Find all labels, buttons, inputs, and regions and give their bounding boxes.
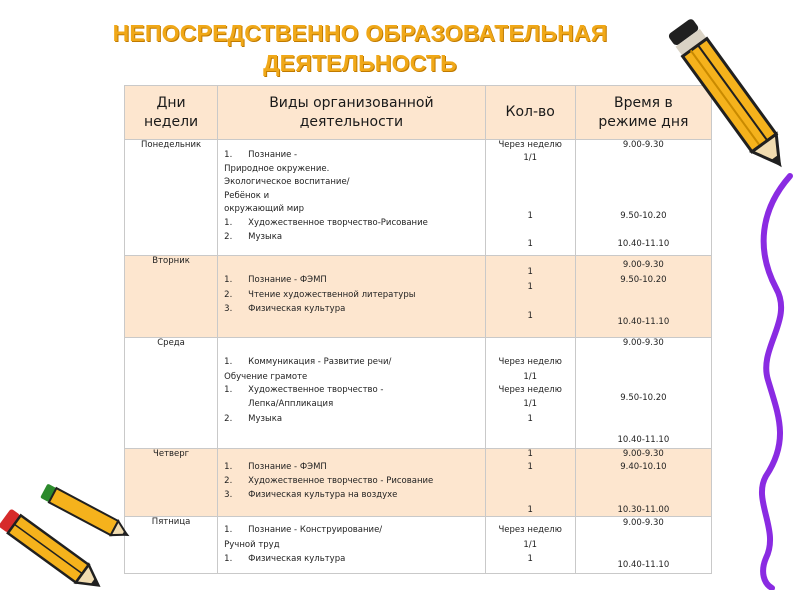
activity-item: 1. Художественное творчество-Рисование	[224, 218, 428, 228]
day-cell: Среда	[125, 338, 218, 449]
time-value: 9.50-10.20	[620, 211, 667, 221]
time-cell	[575, 338, 711, 449]
count-cell	[485, 338, 575, 449]
day-cell: Четверг	[125, 449, 218, 517]
activities-cell	[218, 449, 485, 517]
time-value: 9.00-9.30	[622, 140, 664, 150]
activity-item: 1. Физическая культура	[224, 554, 346, 564]
count-value: 1	[527, 267, 533, 277]
activities-cell	[218, 517, 485, 574]
header-time: Время в режиме дня	[575, 86, 711, 140]
activity-item: 1. Коммуникация - Развитие речи/	[224, 357, 392, 367]
time-value: 9.00-9.30	[622, 260, 664, 270]
time-value: 9.40-10.10	[620, 462, 667, 472]
day-cell: Пятница	[125, 517, 218, 574]
table-header-row	[125, 86, 712, 140]
count-cell	[485, 140, 575, 256]
time-value: 10.40-11.10	[617, 435, 670, 445]
page-title-line2: ДЕЯТЕЛЬНОСТЬ	[263, 50, 457, 76]
activity-item: 1. Познание -	[224, 150, 298, 160]
count-cell	[485, 517, 575, 574]
count-value: 1	[527, 211, 533, 221]
time-value: 9.50-10.20	[620, 393, 667, 403]
activity-item: 1. Познание - Конструирование/	[224, 525, 383, 535]
time-value: 9.50-10.20	[620, 275, 667, 285]
time-value: 9.00-9.30	[622, 338, 664, 348]
time-value: 9.00-9.30	[622, 449, 664, 459]
activity-item: 1. Познание - ФЭМП	[224, 275, 327, 285]
activities-cell	[218, 140, 485, 256]
time-value: 10.30-11.00	[617, 505, 670, 515]
table-row	[125, 449, 712, 517]
activity-item: 3. Физическая культура на воздухе	[224, 490, 398, 500]
time-value: 10.40-11.10	[617, 560, 670, 570]
count-value: Через неделю	[498, 385, 562, 395]
count-value: 1	[527, 554, 533, 564]
time-cell	[575, 517, 711, 574]
time-value: 9.00-9.30	[622, 518, 664, 528]
table-row	[125, 338, 712, 449]
activity-item: Ручной труд	[224, 540, 280, 550]
time-cell	[575, 256, 711, 338]
time-cell	[575, 449, 711, 517]
activity-item: Лепка/Аппликация	[248, 399, 334, 409]
table-row	[125, 517, 712, 574]
count-value: 1/1	[523, 153, 538, 163]
day-cell: Понедельник	[125, 140, 218, 256]
time-value: 10.40-11.10	[617, 317, 670, 327]
count-value: 1	[527, 462, 533, 472]
header-days: Дни недели	[125, 86, 218, 140]
count-cell	[485, 256, 575, 338]
activity-item: 2. Чтение художественной литературы	[224, 290, 416, 300]
activity-item: Экологическое воспитание/	[224, 177, 350, 187]
time-value: 10.40-11.10	[617, 239, 670, 249]
table-row	[125, 256, 712, 338]
activity-item: окружающий мир	[224, 204, 305, 214]
activity-item: 2. Музыка	[224, 414, 283, 424]
count-value: 1	[527, 414, 533, 424]
activities-cell	[218, 338, 485, 449]
activity-item: 2. Музыка	[224, 232, 283, 242]
activity-item: Природное окружение.	[224, 164, 330, 174]
schedule-table	[124, 85, 712, 574]
activity-item: Обучение грамоте	[224, 372, 308, 382]
count-value: 1	[527, 449, 533, 459]
count-value: 1	[527, 282, 533, 292]
count-cell	[485, 449, 575, 517]
squiggle-line	[750, 170, 800, 590]
activity-item: 1. Художественное творчество -	[224, 385, 384, 395]
day-cell: Вторник	[125, 256, 218, 338]
count-value: Через неделю	[498, 357, 562, 367]
pencil-icon	[0, 480, 140, 600]
count-value: 1	[527, 239, 533, 249]
header-count: Кол-во	[485, 86, 575, 140]
activity-item: 3. Физическая культура	[224, 304, 346, 314]
count-value: 1/1	[523, 372, 538, 382]
page-title: НЕПОСРЕДСТВЕННО ОБРАЗОВАТЕЛЬНАЯ	[112, 20, 608, 46]
count-value: 1/1	[523, 540, 538, 550]
header-activities: Виды организованной деятельности	[218, 86, 485, 140]
count-value: 1/1	[523, 399, 538, 409]
count-value: Через неделю	[498, 525, 562, 535]
count-value: Через неделю	[498, 140, 562, 150]
count-value: 1	[527, 311, 533, 321]
activity-item: Ребёнок и	[224, 191, 270, 201]
activity-item: 2. Художественное творчество - Рисование	[224, 476, 434, 486]
activity-item: 1. Познание - ФЭМП	[224, 462, 327, 472]
activities-cell	[218, 256, 485, 338]
table-row	[125, 140, 712, 256]
count-value: 1	[527, 505, 533, 515]
